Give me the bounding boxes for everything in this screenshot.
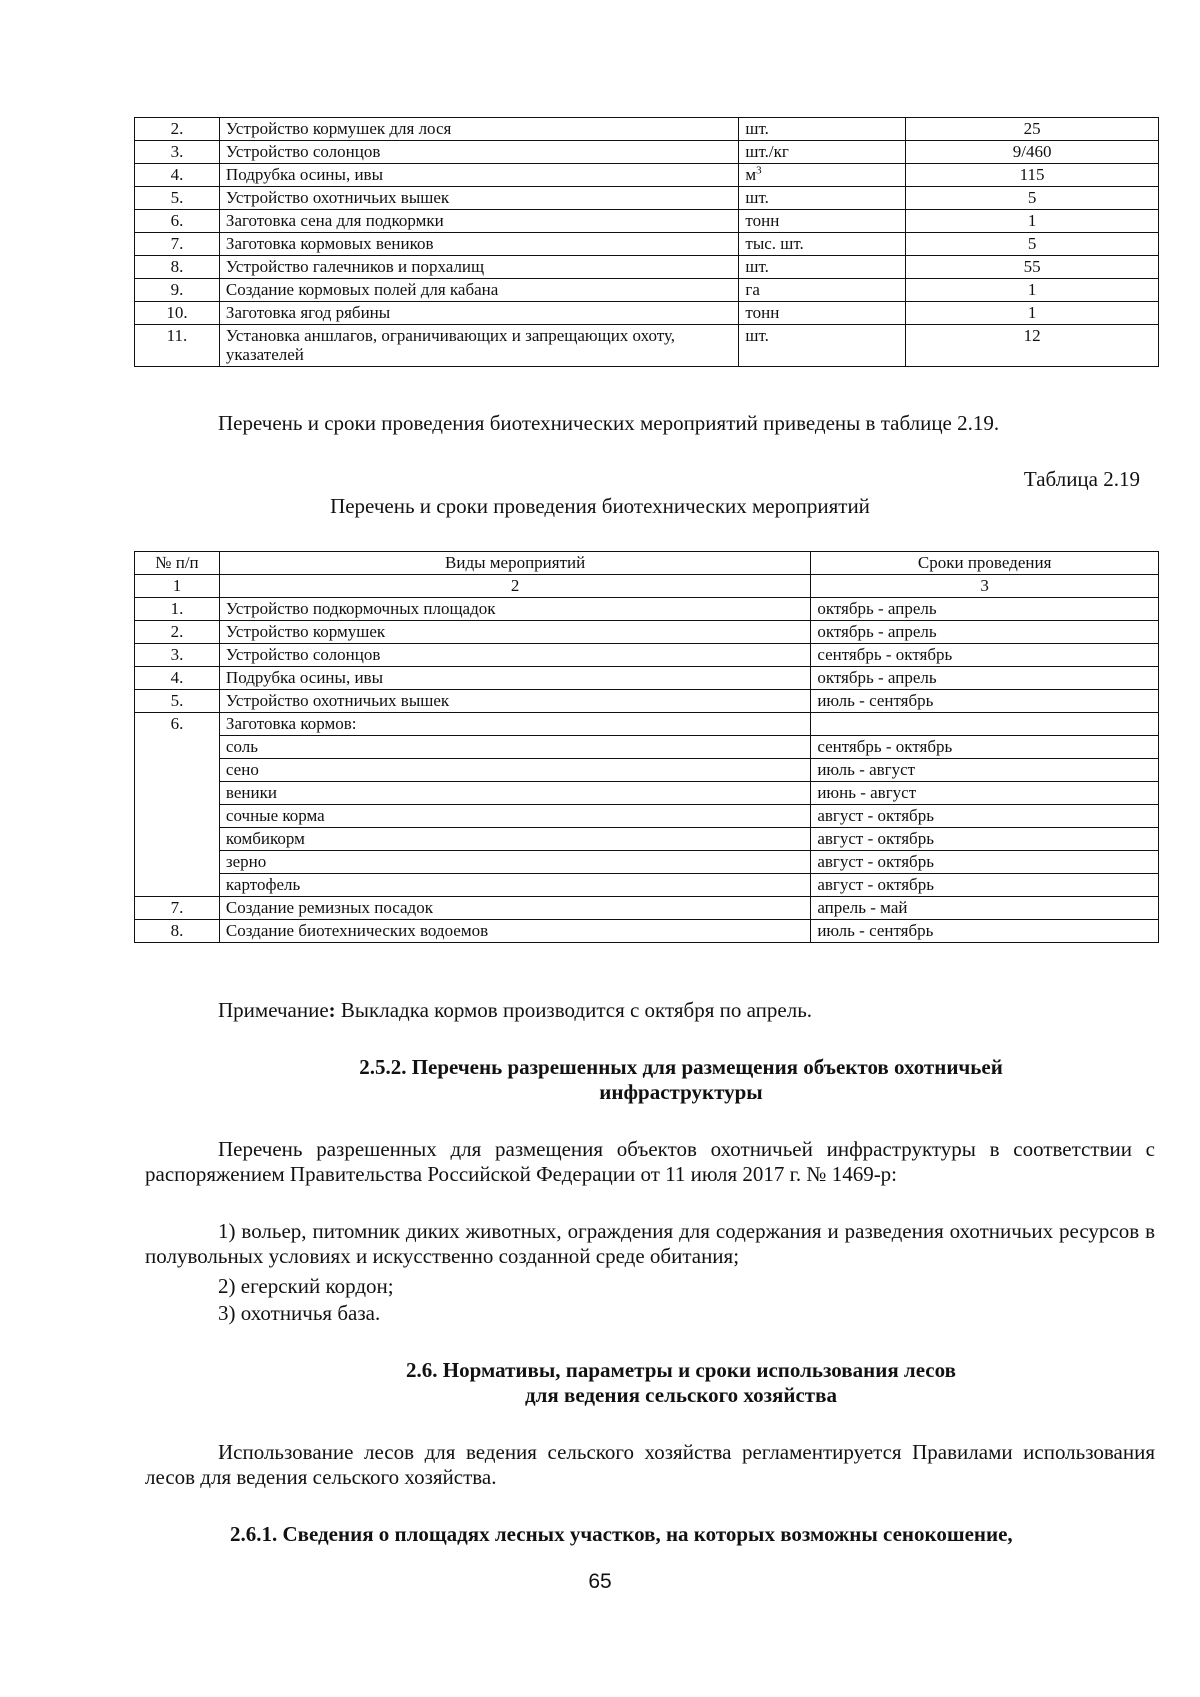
row-number: 2. bbox=[135, 118, 220, 141]
unit-text: шт. bbox=[745, 188, 769, 207]
header-num: № п/п bbox=[135, 552, 220, 575]
biotech-schedule-table bbox=[134, 551, 1159, 943]
row-number: 6. bbox=[135, 713, 220, 736]
activity-term: сентябрь - октябрь bbox=[811, 644, 1159, 667]
merged-number-cell bbox=[135, 759, 220, 782]
row-number: 2. bbox=[135, 621, 220, 644]
work-name: Установка аншлагов, ограничивающих и запрещающих охоту, указателей bbox=[219, 325, 738, 367]
work-volume: 1 bbox=[906, 302, 1159, 325]
table-row bbox=[135, 897, 1159, 920]
feed-term: август - октябрь bbox=[811, 828, 1159, 851]
activity-term bbox=[811, 713, 1159, 736]
feed-subrow bbox=[135, 736, 1159, 759]
unit bbox=[739, 233, 906, 256]
activity-name: Создание ремизных посадок bbox=[219, 897, 810, 920]
table-row bbox=[135, 256, 1159, 279]
feed-name: комбикорм bbox=[219, 828, 810, 851]
col-number: 3 bbox=[811, 575, 1159, 598]
feed-name: веники bbox=[219, 782, 810, 805]
activity-name: Устройство подкормочных площадок bbox=[219, 598, 810, 621]
work-name: Устройство охотничьих вышек bbox=[219, 187, 738, 210]
section-heading-261: 2.6.1. Сведения о площадях лесных участков, на которых возможны сенокошение, bbox=[230, 1522, 1013, 1546]
work-volume: 25 bbox=[906, 118, 1159, 141]
work-name: Подрубка осины, ивы bbox=[219, 164, 738, 187]
work-name: Устройство солонцов bbox=[219, 141, 738, 164]
table-row bbox=[135, 920, 1159, 943]
note-label: Примечание bbox=[218, 998, 329, 1022]
row-number: 5. bbox=[135, 187, 220, 210]
table-ref-paragraph: Перечень и сроки проведения биотехнических мероприятий приведены в таблице 2.19. bbox=[218, 411, 1000, 435]
feed-name: сено bbox=[219, 759, 810, 782]
feed-subrow bbox=[135, 828, 1159, 851]
section-heading-252 bbox=[0, 1055, 1200, 1105]
unit-text: тонн bbox=[745, 303, 780, 322]
unit bbox=[739, 256, 906, 279]
work-volume: 55 bbox=[906, 256, 1159, 279]
feed-subrow bbox=[135, 759, 1159, 782]
work-name: Создание кормовых полей для кабана bbox=[219, 279, 738, 302]
feed-subrow bbox=[135, 874, 1159, 897]
table-row bbox=[135, 302, 1159, 325]
unit bbox=[739, 164, 906, 187]
column-number-row bbox=[135, 575, 1159, 598]
unit-text: шт. bbox=[745, 119, 769, 138]
activity-name: Устройство охотничьих вышек bbox=[219, 690, 810, 713]
feed-name: картофель bbox=[219, 874, 810, 897]
table-row bbox=[135, 164, 1159, 187]
work-volume: 12 bbox=[906, 325, 1159, 367]
row-number: 3. bbox=[135, 644, 220, 667]
activity-name: Устройство кормушек bbox=[219, 621, 810, 644]
work-volume: 5 bbox=[906, 187, 1159, 210]
feed-term: август - октябрь bbox=[811, 874, 1159, 897]
unit bbox=[739, 279, 906, 302]
unit-text: тыс. шт. bbox=[745, 234, 804, 253]
row-number: 6. bbox=[135, 210, 220, 233]
activity-term: июль - сентябрь bbox=[811, 690, 1159, 713]
unit-text: шт. bbox=[745, 257, 769, 276]
table-row bbox=[135, 325, 1159, 367]
work-volume: 115 bbox=[906, 164, 1159, 187]
row-number: 8. bbox=[135, 256, 220, 279]
row-number: 8. bbox=[135, 920, 220, 943]
table-row bbox=[135, 667, 1159, 690]
table-row bbox=[135, 210, 1159, 233]
work-name: Устройство галечников и порхалищ bbox=[219, 256, 738, 279]
header-terms: Сроки проведения bbox=[811, 552, 1159, 575]
row-number: 5. bbox=[135, 690, 220, 713]
merged-number-cell bbox=[135, 782, 220, 805]
table-row bbox=[135, 187, 1159, 210]
merged-number-cell bbox=[135, 736, 220, 759]
note-text: Выкладка кормов производится с октября по апрель. bbox=[335, 998, 813, 1022]
row-number: 3. bbox=[135, 141, 220, 164]
activity-term: октябрь - апрель bbox=[811, 667, 1159, 690]
note-paragraph bbox=[218, 998, 812, 1023]
merged-number-cell bbox=[135, 805, 220, 828]
section-heading-line: 2.5.2. Перечень разрешенных для размещения объектов охотничьей bbox=[359, 1055, 1003, 1079]
section-heading-line: 2.6. Нормативы, параметры и сроки использования лесов bbox=[406, 1358, 956, 1382]
activity-name: Заготовка кормов: bbox=[219, 713, 810, 736]
table-row bbox=[135, 598, 1159, 621]
row-number: 11. bbox=[135, 325, 220, 367]
row-number: 1. bbox=[135, 598, 220, 621]
col-number: 1 bbox=[135, 575, 220, 598]
activity-name: Устройство солонцов bbox=[219, 644, 810, 667]
work-name: Заготовка ягод рябины bbox=[219, 302, 738, 325]
unit-text: га bbox=[745, 280, 760, 299]
table-row bbox=[135, 141, 1159, 164]
work-name: Заготовка кормовых веников bbox=[219, 233, 738, 256]
activity-term: октябрь - апрель bbox=[811, 621, 1159, 644]
feed-name: соль bbox=[219, 736, 810, 759]
unit-text: тонн bbox=[745, 211, 780, 230]
activity-term: июль - сентябрь bbox=[811, 920, 1159, 943]
unit-text: м bbox=[745, 165, 757, 184]
work-volume: 5 bbox=[906, 233, 1159, 256]
table-row bbox=[135, 690, 1159, 713]
row-number: 7. bbox=[135, 233, 220, 256]
feed-name: зерно bbox=[219, 851, 810, 874]
unit-text: шт. bbox=[745, 326, 769, 345]
table-row bbox=[135, 233, 1159, 256]
work-name: Устройство кормушек для лося bbox=[219, 118, 738, 141]
feed-name: сочные корма bbox=[219, 805, 810, 828]
merged-number-cell bbox=[135, 874, 220, 897]
unit bbox=[739, 118, 906, 141]
feed-subrow bbox=[135, 805, 1159, 828]
header-activity: Виды мероприятий bbox=[219, 552, 810, 575]
note-colon: : bbox=[328, 998, 336, 1022]
feed-term: август - октябрь bbox=[811, 805, 1159, 828]
section-heading-line: для ведения сельского хозяйства bbox=[525, 1383, 837, 1407]
unit-superscript: 3 bbox=[756, 164, 762, 177]
feed-term: июль - август bbox=[811, 759, 1159, 782]
table-row bbox=[135, 118, 1159, 141]
col-number: 2 bbox=[219, 575, 810, 598]
infrastructure-item: 1) вольер, питомник диких животных, ограждения для содержания и разведения охотничьих ресурсов в полувольных условиях и искусственно созданной среде обитания; bbox=[145, 1219, 1155, 1268]
feed-term: июнь - август bbox=[811, 782, 1159, 805]
activity-term: апрель - май bbox=[811, 897, 1159, 920]
works-table bbox=[134, 117, 1159, 367]
section-heading-26 bbox=[0, 1358, 1200, 1408]
row-number: 10. bbox=[135, 302, 220, 325]
row-number: 4. bbox=[135, 667, 220, 690]
unit bbox=[739, 210, 906, 233]
work-volume: 9/460 bbox=[906, 141, 1159, 164]
section-252-intro: Перечень разрешенных для размещения объектов охотничьей инфраструктуры в соответствии с распоряжением Правительства Российской Федерации от 11 июля 2017 г. № 1469-р: bbox=[145, 1137, 1155, 1186]
row-number: 4. bbox=[135, 164, 220, 187]
merged-number-cell bbox=[135, 851, 220, 874]
row-number: 9. bbox=[135, 279, 220, 302]
unit bbox=[739, 302, 906, 325]
table-label: Таблица 2.19 bbox=[1023, 467, 1140, 491]
feed-term: август - октябрь bbox=[811, 851, 1159, 874]
page-number: 65 bbox=[588, 1570, 612, 1593]
feed-subrow bbox=[135, 782, 1159, 805]
table-row bbox=[135, 279, 1159, 302]
unit bbox=[739, 141, 906, 164]
infrastructure-item: 2) егерский кордон; bbox=[218, 1274, 394, 1298]
table-row bbox=[135, 644, 1159, 667]
infrastructure-item: 3) охотничья база. bbox=[218, 1301, 381, 1325]
feed-term: сентябрь - октябрь bbox=[811, 736, 1159, 759]
table-row bbox=[135, 713, 1159, 736]
activity-term: октябрь - апрель bbox=[811, 598, 1159, 621]
work-name: Заготовка сена для подкормки bbox=[219, 210, 738, 233]
feed-subrow bbox=[135, 851, 1159, 874]
merged-number-cell bbox=[135, 828, 220, 851]
activity-name: Подрубка осины, ивы bbox=[219, 667, 810, 690]
table-row bbox=[135, 621, 1159, 644]
unit bbox=[739, 325, 906, 367]
section-heading-line: инфраструктуры bbox=[599, 1080, 763, 1104]
table-header-row bbox=[135, 552, 1159, 575]
work-volume: 1 bbox=[906, 279, 1159, 302]
table-caption: Перечень и сроки проведения биотехнических мероприятий bbox=[330, 494, 870, 518]
unit bbox=[739, 187, 906, 210]
activity-name: Создание биотехнических водоемов bbox=[219, 920, 810, 943]
row-number: 7. bbox=[135, 897, 220, 920]
section-26-text: Использование лесов для ведения сельского хозяйства регламентируется Правилами использования лесов для ведения сельского хозяйства. bbox=[145, 1440, 1155, 1489]
work-volume: 1 bbox=[906, 210, 1159, 233]
unit-text: шт./кг bbox=[745, 142, 789, 161]
